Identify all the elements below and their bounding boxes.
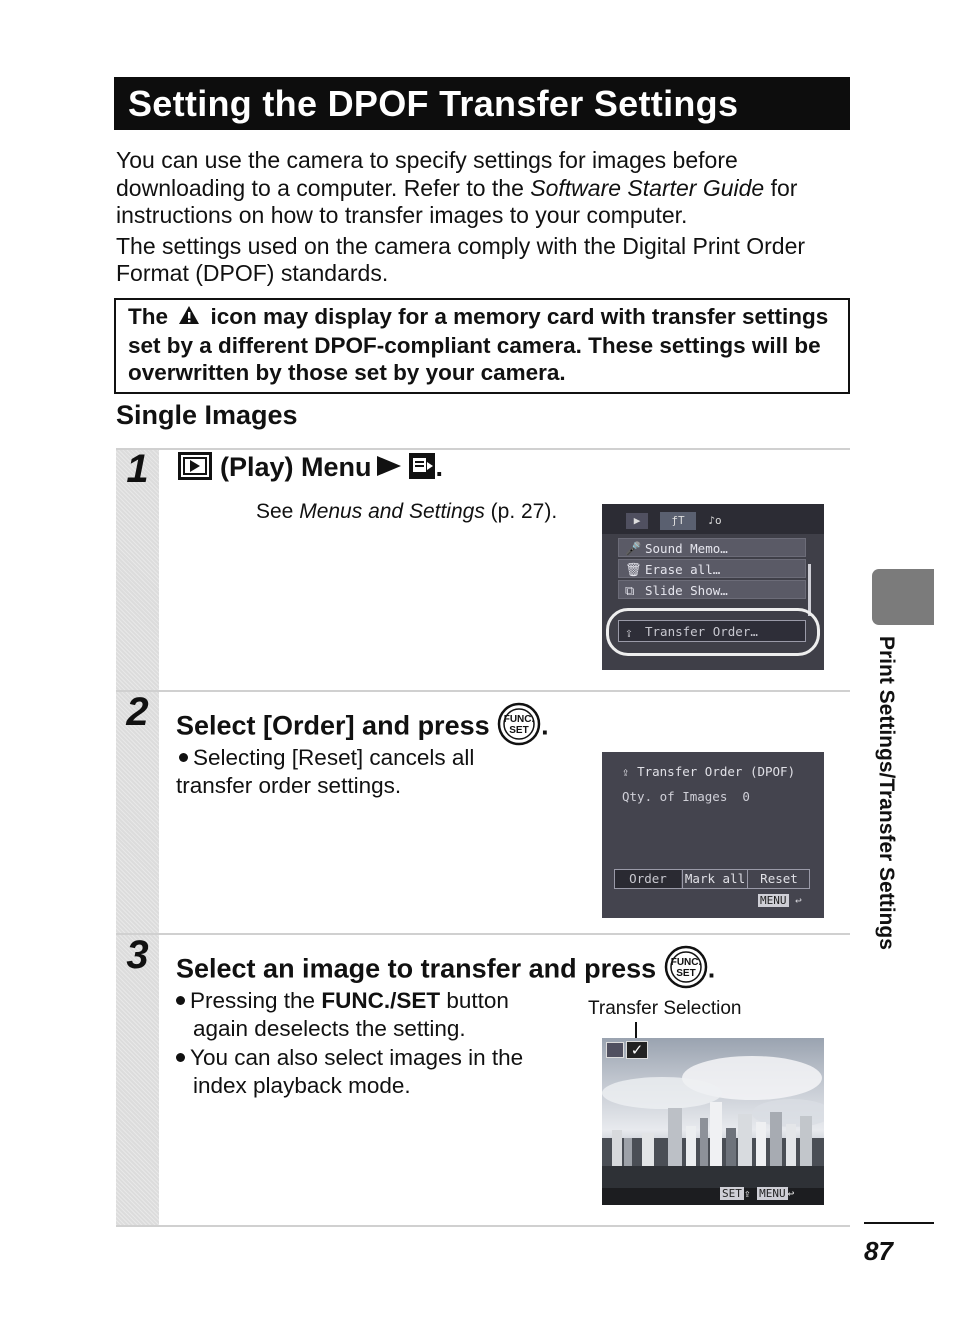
section-title: Single Images <box>116 400 298 430</box>
step-2-bullet <box>176 744 526 799</box>
step-3-band <box>116 935 159 1225</box>
screen-header: ⇪ Transfer Order (DPOF) <box>622 764 796 779</box>
step-divider-3 <box>116 1225 850 1227</box>
bullet-text: You can also select images in the index playback mode. <box>190 1045 524 1098</box>
bullet-text-start: Pressing the <box>190 988 322 1013</box>
transfer-selection-callout: Transfer Selection <box>588 998 742 1019</box>
menu-item-label: Slide Show… <box>645 583 728 598</box>
menu-back-hint <box>758 894 802 907</box>
intro-paragraph-1 <box>116 147 856 230</box>
page-ref: (p. 27). <box>484 500 558 523</box>
step-3-title-text: Select an image to transfer and press <box>176 953 657 984</box>
transfer-check-icon[interactable]: ✓ <box>626 1041 648 1059</box>
step-2-number: 2 <box>126 690 149 734</box>
set-label: SET <box>675 968 696 979</box>
set-label: SET <box>722 1187 742 1200</box>
qty-row <box>622 789 750 804</box>
note-text-start: The <box>128 304 169 329</box>
chapter-label-text: Print Settings/Transfer Settings <box>875 636 898 950</box>
note-text-end: icon may display for a memory card with transfer settings set by a different DPOF-compliant camera. These settings will be overwritten by those set by your camera. <box>128 304 829 385</box>
qty-label: Qty. of Images <box>622 789 728 804</box>
menu-label: MENU <box>760 894 787 907</box>
step-3-bullet-1 <box>176 987 568 1042</box>
order-button[interactable]: Order <box>615 870 681 888</box>
set-label: SET <box>509 725 529 736</box>
func-set-button-icon <box>664 944 708 997</box>
menu-tab-setup: ♪o <box>708 514 722 527</box>
func-set-button-name: FUNC./SET <box>321 988 441 1013</box>
note-box <box>114 298 850 394</box>
chapter-label <box>870 636 910 1016</box>
play-menu-screen <box>602 504 824 670</box>
back-arrow-icon: ↩ <box>787 1187 795 1200</box>
menu-item-transfer-order <box>618 620 806 642</box>
menu-item-erase-all <box>618 559 806 578</box>
func-label: FUNC. <box>503 714 535 725</box>
intro-text <box>116 147 856 291</box>
screen-header-text: Transfer Order (DPOF) <box>637 764 796 779</box>
step-1-number: 1 <box>126 447 149 491</box>
see-text: See <box>256 500 300 523</box>
back-arrow-icon: ↩ <box>795 894 802 907</box>
transfer-icon <box>606 1042 624 1058</box>
arrow-right-icon <box>376 453 402 484</box>
qty-value: 0 <box>742 789 750 804</box>
slideshow-icon: ⧉ <box>625 584 635 599</box>
page-number: 87 <box>864 1236 893 1266</box>
bullet-text: Selecting [Reset] cancels all transfer order settings. <box>176 745 475 798</box>
page-title: Setting the DPOF Transfer Settings <box>114 77 850 130</box>
menu-item-label: Erase all… <box>645 562 721 577</box>
transfer-order-screen <box>602 752 824 918</box>
microphone-icon: 🎤 <box>625 542 642 557</box>
transfer-selection-screen <box>602 1038 824 1205</box>
func-label: FUNC. <box>670 957 701 968</box>
menu-label: MENU <box>759 1187 786 1200</box>
software-guide-ref: Software Starter Guide <box>530 174 765 201</box>
chapter-tab <box>872 569 934 625</box>
button-bar <box>614 869 810 889</box>
mark-all-button[interactable]: Mark all <box>682 870 747 888</box>
bullet-text-end: button again deselects the setting. <box>193 988 509 1041</box>
step-3-bullets <box>176 987 568 1099</box>
step-3-number: 3 <box>126 933 149 977</box>
step-2-title-text: Select [Order] and press <box>176 710 490 741</box>
warning-triangle-icon <box>178 304 200 332</box>
intro-p1-end: for instructions on how to transfer images to your computer. <box>116 174 798 228</box>
step-1-reference <box>256 498 557 526</box>
transfer-order-icon <box>408 452 436 487</box>
step-3-title: Select an image to transfer and press FUNC. SET . <box>176 944 715 997</box>
step-divider-1 <box>116 690 850 692</box>
menu-item-label: Sound Memo… <box>645 541 728 556</box>
intro-paragraph-2: The settings used on the camera comply with the Digital Print Order Format (DPOF) standards. <box>116 232 806 286</box>
transfer-icon: ⇪ <box>625 626 633 641</box>
screen-footer: SET ⇪ MENU ↩ <box>722 1187 795 1200</box>
step-3-bullet-2 <box>176 1044 568 1099</box>
step-1-title: (Play) Menu . <box>178 452 443 487</box>
menus-settings-ref: Menus and Settings <box>299 500 485 523</box>
menu-tab-print: ƒT <box>660 512 696 530</box>
menu-item-slide-show <box>618 580 806 599</box>
menu-tab-play: ▶ <box>626 513 648 529</box>
menu-scrollbar <box>808 564 811 616</box>
reset-button[interactable]: Reset <box>747 870 810 888</box>
intro-p1-start: You can use the camera to specify settings for images before downloading to a computer. Refer to the <box>116 147 738 201</box>
footer-rule <box>864 1222 934 1224</box>
step-divider-2 <box>116 933 850 935</box>
section-divider <box>116 448 850 450</box>
city-skyline-photo <box>602 1038 824 1205</box>
play-menu-label: (Play) Menu <box>220 452 372 482</box>
menu-item-sound-memo <box>618 538 806 557</box>
step-2-title: Select [Order] and press FUNC. SET . <box>176 701 549 754</box>
menu-item-label: Transfer Order… <box>645 624 758 639</box>
play-icon <box>178 452 212 487</box>
trash-icon: 🗑 <box>625 563 642 578</box>
